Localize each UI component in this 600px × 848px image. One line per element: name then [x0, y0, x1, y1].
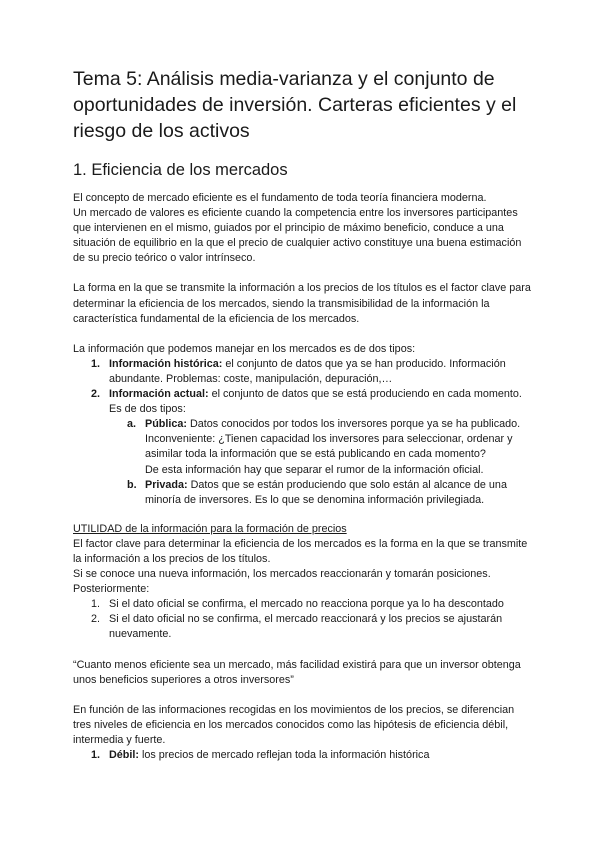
- list-item-text: Datos que se están produciendo que solo están al alcance de una minoría de inversores. Es lo que se denomina información privilegiada.: [145, 478, 507, 506]
- list-item-weak: [73, 748, 533, 763]
- list-item-text: Datos conocidos por todos los inversores porque ya se ha publicado.: [187, 418, 521, 431]
- reaction-list: [73, 597, 533, 642]
- list-number: 2.: [91, 613, 101, 626]
- paragraph-new-info: Si se conoce una nueva información, los mercados reaccionarán y tomarán posiciones. Posteriormente:: [73, 568, 491, 596]
- sublist-item-public: [73, 417, 533, 477]
- list-item-text: el conjunto de datos que se está produciendo en cada momento. Es de dos tipos:: [109, 388, 522, 416]
- list-letter: b.: [127, 478, 137, 491]
- paragraph-efficiency-levels: En función de las informaciones recogidas en los movimientos de los precios, se diferencian tres niveles de eficiencia en los mercados conocidos como las hipótesis de eficiencia débil, intermedia y fuerte.: [73, 703, 515, 746]
- list-item-confirmed: [73, 597, 533, 612]
- list-letter: a.: [127, 418, 137, 431]
- document-title: Tema 5: Análisis media-varianza y el conjunto de oportunidades de inversión. Carteras eficientes y el riesgo de los activos: [73, 68, 517, 142]
- paragraph-intro: El concepto de mercado eficiente es el fundamento de toda teoría financiera moderna.: [73, 192, 487, 204]
- paragraph-definition: Un mercado de valores es eficiente cuando la competencia entre los inversores participantes que intervienen en el mismo, guiados por el principio de máximo beneficio, conduce a una situación de equilibrio en la que el precio de cualquier activo constituye una buena estimación de su precio teórico o valor intrínseco.: [73, 207, 522, 265]
- list-item-historical: [73, 357, 533, 387]
- list-number: 1.: [91, 598, 101, 611]
- list-item-label: Privada:: [145, 478, 188, 491]
- list-item-label: Pública:: [145, 418, 187, 431]
- efficiency-levels-list: [73, 748, 533, 763]
- list-number: 1.: [91, 749, 101, 761]
- list-item-text: Si el dato oficial se confirma, el mercado no reacciona porque ya lo ha descontado: [109, 598, 504, 611]
- list-item-not-confirmed: [73, 612, 533, 642]
- list-item-extra: Inconveniente: ¿Tienen capacidad los inversores para seleccionar, ordenar y asimilar toda la información que se está publicando en cada momento?: [145, 433, 513, 461]
- list-item-label: Información histórica:: [109, 357, 223, 370]
- list-item-text: Si el dato oficial no se confirma, el mercado reaccionará y los precios se ajustarán nuevamente.: [109, 613, 503, 641]
- list-number: 2.: [91, 388, 101, 401]
- sublist-item-private: [73, 478, 533, 508]
- list-item-label: Información actual:: [109, 388, 209, 401]
- list-number: 1.: [91, 357, 101, 370]
- list-item-text: el conjunto de datos que ya se han producido. Información abundante. Problemas: coste, manipulación, depuración,…: [109, 357, 506, 385]
- info-types-list: [73, 357, 533, 508]
- list-item-text: los precios de mercado reflejan toda la información histórica: [139, 749, 430, 761]
- list-item-label: Débil:: [109, 749, 139, 761]
- paragraph-key-factor: El factor clave para determinar la eficiencia de los mercados es la forma en la que se transmite la información a los precios de los títulos.: [73, 537, 528, 565]
- paragraph-transmission: La forma en la que se transmite la información a los precios de los títulos es el factor clave para determinar la eficiencia de los mercados, siendo la transmisibilidad de la información la característica fundamental de la eficiencia de los mercados.: [73, 282, 531, 325]
- quote: “Cuanto menos eficiente sea un mercado, más facilidad existirá para que un inversor obtenga unos beneficios superiores a otros inversores”: [73, 658, 521, 686]
- document-page: [73, 66, 533, 763]
- paragraph-info-types: La información que podemos manejar en los mercados es de dos tipos:: [73, 342, 416, 355]
- utility-title: UTILIDAD de la información para la formación de precios: [73, 522, 347, 535]
- list-item-current: [73, 387, 533, 417]
- list-item-extra: De esta información hay que separar el rumor de la información oficial.: [145, 463, 484, 476]
- section-heading: 1. Eficiencia de los mercados: [73, 161, 288, 179]
